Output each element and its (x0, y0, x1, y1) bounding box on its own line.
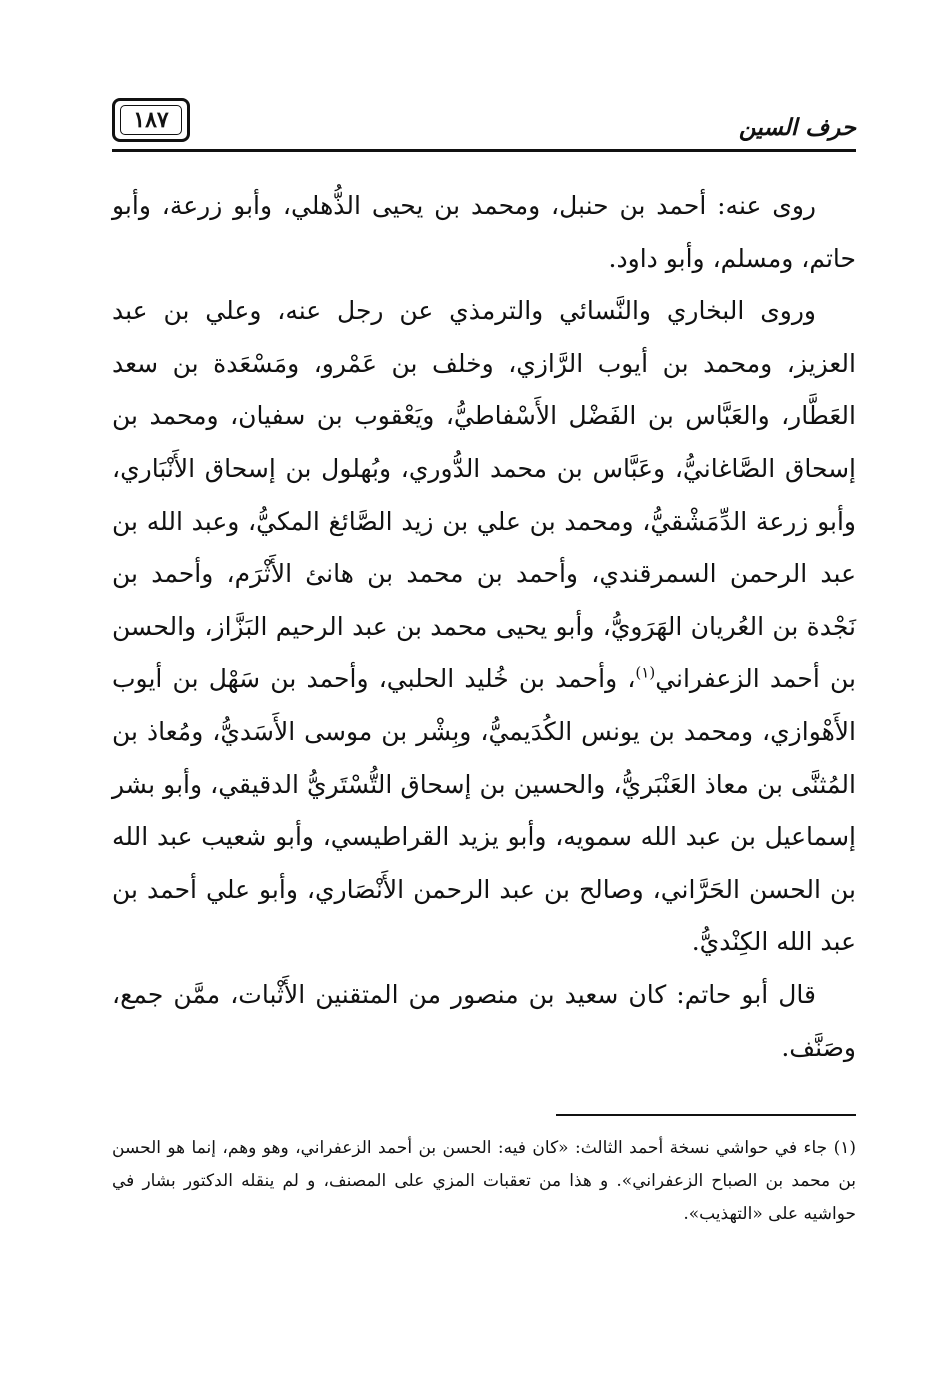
paragraph-abu-hatim-quote: قال أبو حاتم: كان سعيد بن منصور من المتقنين الأَثْبات، ممَّن جمع، وصَنَّف. (112, 979, 856, 1062)
paragraph-narrators-from: روى عنه: أحمد بن حنبل، ومحمد بن يحيى الذُّهلي، وأبو زرعة، وأبو حاتم، ومسلم، وأبو داود. (112, 191, 856, 273)
paragraph-narrators-list (112, 285, 856, 969)
header-rule (112, 149, 856, 152)
page-header (112, 92, 856, 154)
page-number-box (112, 98, 190, 142)
running-title: حرف السين (738, 114, 856, 141)
footnote-reference[interactable]: (١) (635, 664, 656, 683)
footnote-separator (556, 1114, 856, 1116)
footnote-1: (١) جاء في حواشي نسخة أحمد الثالث: «كان فيه: الحسن بن أحمد الزعفراني، وهو وهم، إنما هو الحسن بن محمد بن الصباح الزعفراني». و هذا من تعقبات المزي على المصنف، و لم ينقله الدكتور بشار في حواشيه على «التهذيب». (112, 1138, 856, 1224)
paragraph-text-part-1: وروى البخاري والنَّسائي والترمذي عن رجل عنه، وعلي بن عبد العزيز، ومحمد بن أيوب الرَّازي، وخلف بن عَمْرو، ومَسْعَدة بن سعد العَطَّار، والعَبَّاس بن الفَضْل الأَسْفاطيُّ، ويَعْقوب بن سفيان، ومحمد بن إسحاق الصَّاغانيُّ، وعَبَّاس بن محمد الدُّوري، وبُهلول بن إسحاق الأَنْبَاري، وأبو زرعة الدِّمَشْقيُّ، ومحمد بن علي بن زيد الصَّائغ المكيُّ، وعبد الله بن عبد الرحمن السمرقندي، وأحمد بن محمد بن هانئ الأَثْرَم، وأحمد بن نَجْدة بن العُريان الهَرَويُّ، وأبو يحيى محمد بن عبد الرحيم البَزَّاز، والحسن بن أحمد الزعفراني (112, 296, 856, 694)
main-text (112, 180, 856, 1074)
paragraph-text-part-2: ، وأحمد بن خُليد الحلبي، وأحمد بن سَهْل بن أيوب الأَهْوازي، ومحمد بن يونس الكُدَيميُّ، وبِشْر بن موسى الأَسَديُّ، ومُعاذ بن المُثنَّى بن معاذ العَنْبَريُّ، والحسين بن إسحاق التُّسْتَريُّ الدقيقي، وأبو بشر إسماعيل بن عبد الله سمويه، وأبو يزيد القراطيسي، وأبو شعيب عبد الله بن الحسن الحَرَّاني، وصالح بن عبد الرحمن الأَنْصَاري، وأبو علي أحمد بن عبد الله الكِنْديُّ. (112, 664, 856, 957)
page-number: ١٨٧ (120, 105, 182, 135)
footnotes (112, 1132, 856, 1231)
